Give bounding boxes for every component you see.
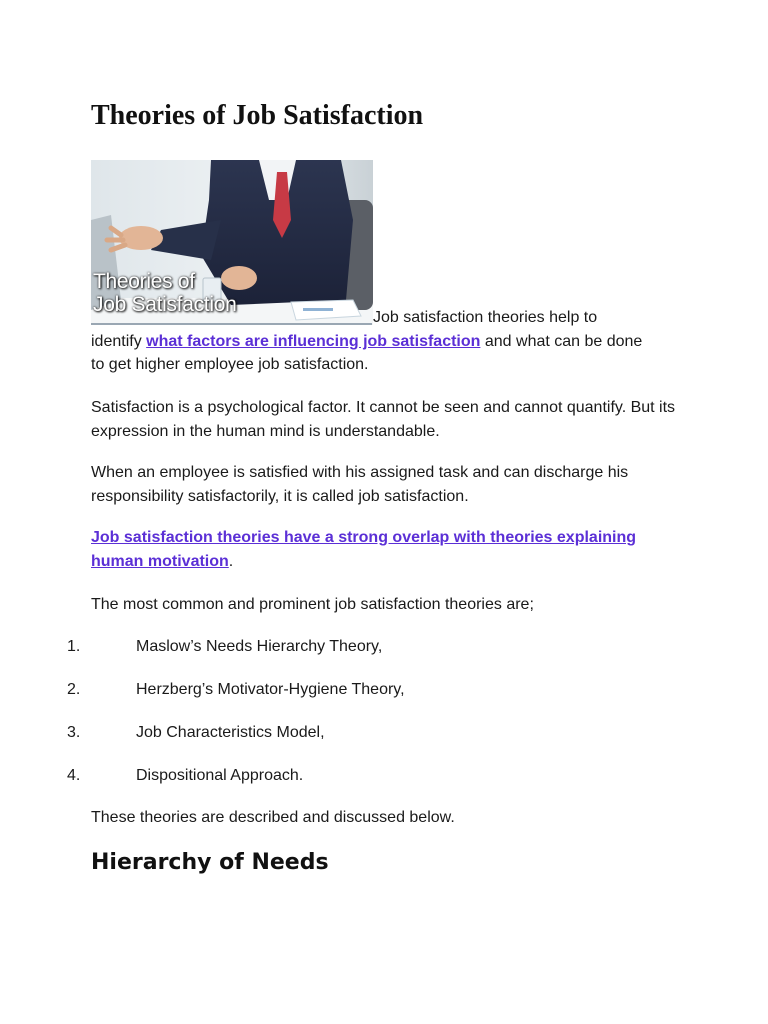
intro-line-3: to get higher employee job satisfaction. [91, 356, 369, 373]
paragraph-common-theories: The most common and prominent job satisfaction theories are; [91, 596, 534, 613]
paragraph-described-below: These theories are described and discussed below. [91, 809, 455, 826]
hero-image [91, 160, 373, 325]
list-number: 3. [67, 724, 81, 741]
intro-prefix: identify [91, 333, 147, 350]
intro-suffix: and what can be done [480, 333, 643, 350]
list-item-text: Maslow’s Needs Hierarchy Theory, [136, 638, 383, 655]
list-item-text: Dispositional Approach. [136, 767, 304, 784]
intro-line-2 [91, 330, 642, 354]
paragraph-employee: When an employee is satisfied with his assigned task and can discharge his responsibility satisfactorily, it is called job satisfaction. [91, 464, 629, 505]
hero-caption-line1: Theories of [93, 270, 195, 293]
list-number: 2. [67, 681, 81, 698]
influencing-factors-link[interactable]: what factors are influencing job satisfaction [146, 333, 481, 350]
hero-caption [93, 270, 236, 316]
overlap-suffix: . [228, 552, 234, 570]
list-item-text: Herzberg’s Motivator-Hygiene Theory, [136, 681, 405, 698]
hero-caption-line2: Job Satisfaction [93, 293, 237, 316]
list-number: 1. [67, 638, 81, 655]
image-underline [91, 323, 372, 325]
paragraph-satisfaction: Satisfaction is a psychological factor. It cannot be seen and cannot quantify. But its expression in the human mind is understandable. [91, 399, 676, 440]
page-title: Theories of Job Satisfaction [91, 100, 424, 131]
motivation-overlap-link[interactable]: Job satisfaction theories have a strong overlap with theories explaining human motivation [91, 529, 637, 570]
paragraph-overlap [91, 526, 681, 573]
section-heading-hierarchy: Hierarchy of Needs [91, 850, 329, 875]
list-item-text: Job Characteristics Model, [136, 724, 325, 741]
list-number: 4. [67, 767, 81, 784]
intro-line-1: Job satisfaction theories help to [373, 309, 598, 326]
